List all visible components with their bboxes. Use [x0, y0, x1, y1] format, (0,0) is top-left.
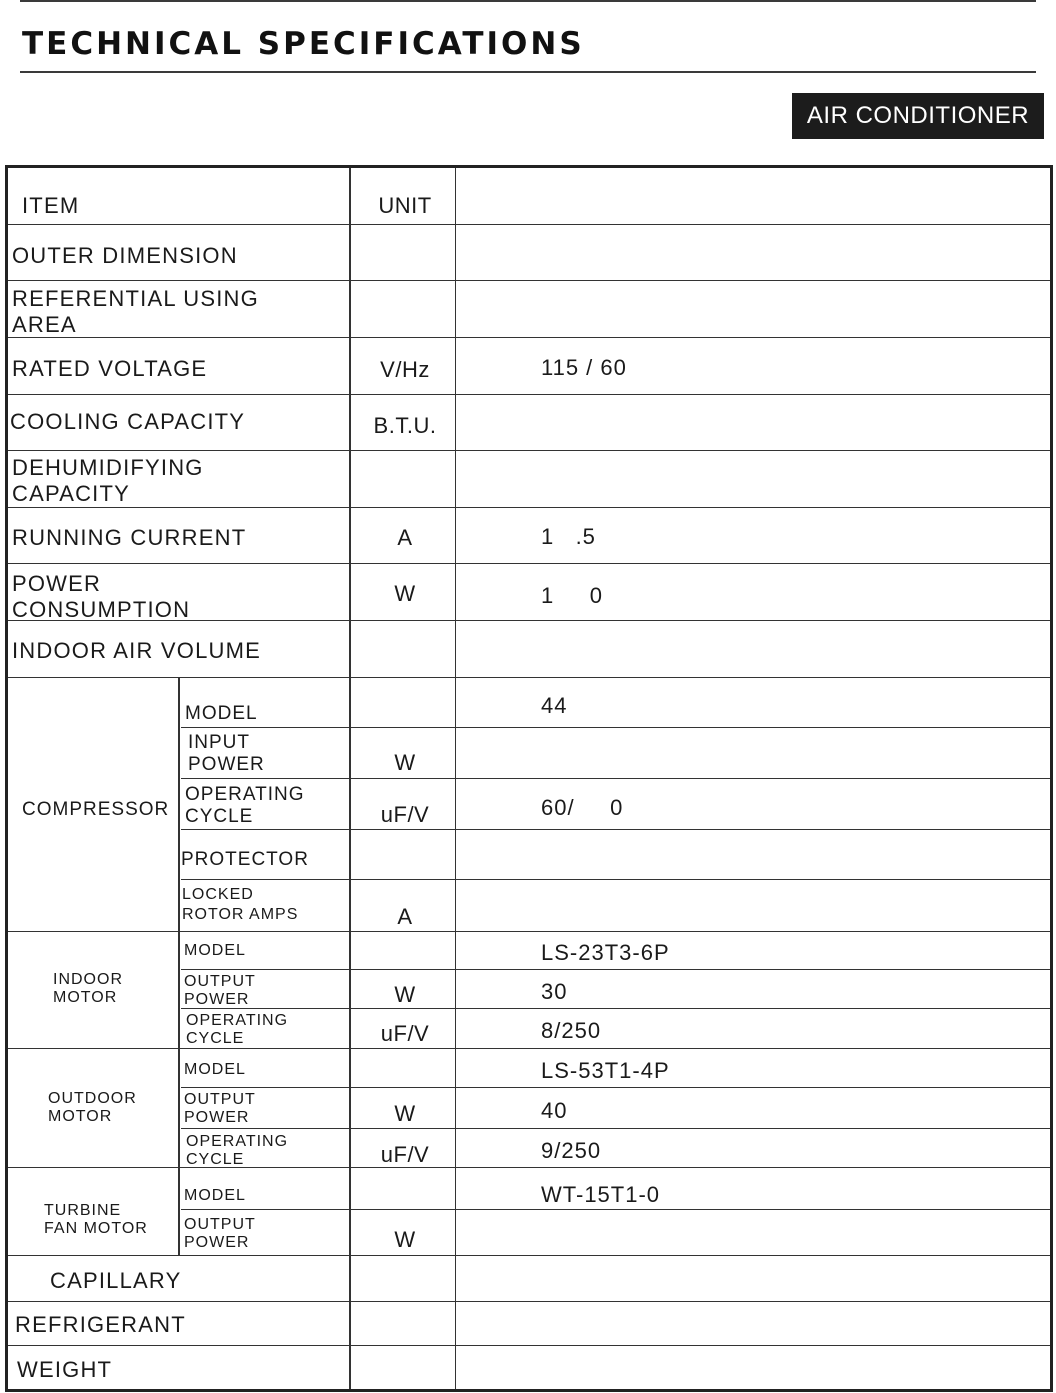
group-label-indoor-motor-line1: INDOOR	[53, 971, 123, 988]
indoor-motor-output-power-value: 30	[541, 979, 568, 1004]
product-badge: AIR CONDITIONER	[792, 93, 1044, 139]
row-label-refrigerant: REFRIGERANT	[15, 1312, 186, 1337]
outdoor-motor-model-label: MODEL	[184, 1061, 246, 1078]
subrow-divider	[181, 829, 1050, 830]
group-column-divider	[178, 677, 180, 1256]
turbine-fan-motor-model-label: MODEL	[184, 1187, 246, 1204]
row-divider	[8, 450, 1050, 451]
outdoor-motor-output-power-label-line2: POWER	[184, 1109, 250, 1126]
row-divider	[8, 1167, 1050, 1168]
header-bottom-rule	[20, 71, 1036, 73]
page-title: TECHNICAL SPECIFICATIONS	[22, 26, 585, 62]
outdoor-motor-operating-cycle-value: 9/250	[541, 1138, 602, 1163]
row-label-cooling-capacity: COOLING CAPACITY	[10, 409, 246, 434]
unit-running-current: A	[397, 525, 413, 550]
compressor-input-power-label-line1: INPUT	[188, 732, 250, 753]
indoor-motor-output-power-label-line1: OUTPUT	[184, 973, 256, 990]
group-label-compressor: COMPRESSOR	[22, 799, 170, 820]
compressor-locked-rotor-label-line1: LOCKED	[182, 886, 254, 903]
group-label-turbine-fan-motor-line2: FAN MOTOR	[44, 1220, 148, 1237]
indoor-motor-operating-cycle-label-line2: CYCLE	[186, 1030, 245, 1047]
outdoor-motor-model-value: LS-53T1-4P	[541, 1058, 670, 1083]
spec-table	[5, 165, 1053, 1392]
row-divider	[8, 1048, 1050, 1049]
row-divider	[8, 931, 1050, 932]
row-divider	[8, 1255, 1050, 1256]
compressor-model-value: 44	[541, 693, 568, 718]
indoor-motor-operating-cycle-label-line1: OPERATING	[186, 1012, 289, 1029]
subrow-divider	[181, 1008, 1050, 1009]
group-label-outdoor-motor-line1: OUTDOOR	[48, 1090, 137, 1107]
row-label-dehumidifying-line2: CAPACITY	[12, 481, 130, 506]
indoor-motor-operating-cycle-value: 8/250	[541, 1018, 602, 1043]
turbine-fan-motor-output-power-label-line1: OUTPUT	[184, 1216, 256, 1233]
outdoor-motor-operating-cycle-unit: uF/V	[380, 1142, 430, 1167]
value-power-consumption: 1 0	[541, 583, 604, 608]
row-label-power-consumption-line1: POWER	[12, 571, 102, 596]
indoor-motor-output-power-unit: W	[394, 982, 416, 1007]
indoor-motor-output-power-label-line2: POWER	[184, 991, 250, 1008]
subrow-divider	[181, 1087, 1050, 1088]
subrow-divider	[181, 727, 1050, 728]
unit-cooling-capacity: B.T.U.	[373, 413, 437, 438]
outdoor-motor-output-power-label-line1: OUTPUT	[184, 1091, 256, 1108]
row-label-capillary: CAPILLARY	[50, 1268, 182, 1293]
row-label-power-consumption-line2: CONSUMPTION	[12, 597, 191, 622]
compressor-operating-cycle-label-line2: CYCLE	[185, 806, 254, 827]
outdoor-motor-output-power-unit: W	[394, 1101, 416, 1126]
compressor-operating-cycle-unit: uF/V	[380, 802, 430, 827]
group-label-turbine-fan-motor-line1: TURBINE	[44, 1202, 122, 1219]
row-label-dehumidifying-line1: DEHUMIDIFYING	[12, 455, 204, 480]
compressor-protector-label: PROTECTOR	[181, 849, 309, 870]
row-label-indoor-air-volume: INDOOR AIR VOLUME	[12, 638, 261, 663]
row-label-weight: WEIGHT	[17, 1357, 113, 1382]
row-label-rated-voltage: RATED VOLTAGE	[12, 356, 208, 381]
value-running-current: 1 .5	[541, 524, 596, 549]
subrow-divider	[181, 1209, 1050, 1210]
outdoor-motor-operating-cycle-label-line2: CYCLE	[186, 1151, 245, 1168]
value-rated-voltage: 115 / 60	[541, 355, 627, 380]
indoor-motor-model-value: LS-23T3-6P	[541, 940, 670, 965]
compressor-operating-cycle-value: 60/ 0	[541, 795, 624, 820]
subrow-divider	[181, 778, 1050, 779]
row-label-running-current: RUNNING CURRENT	[12, 525, 247, 550]
row-divider	[8, 563, 1050, 564]
subrow-divider	[181, 1128, 1050, 1129]
row-divider	[8, 337, 1050, 338]
compressor-locked-rotor-unit: A	[397, 904, 413, 929]
row-label-referential-area-line2: AREA	[12, 312, 77, 337]
turbine-fan-motor-model-value: WT-15T1-0	[541, 1182, 661, 1207]
row-divider	[8, 224, 1050, 225]
row-divider	[8, 1301, 1050, 1302]
turbine-fan-motor-output-power-unit: W	[394, 1227, 416, 1252]
row-divider	[8, 677, 1050, 678]
row-divider	[8, 394, 1050, 395]
unit-power-consumption: W	[394, 581, 416, 606]
compressor-input-power-label-line2: POWER	[188, 754, 265, 775]
row-divider	[8, 1345, 1050, 1346]
compressor-locked-rotor-label-line2: ROTOR AMPS	[182, 906, 299, 923]
column-header-unit: UNIT	[378, 193, 432, 218]
turbine-fan-motor-output-power-label-line2: POWER	[184, 1234, 250, 1251]
outdoor-motor-operating-cycle-label-line1: OPERATING	[186, 1133, 289, 1150]
compressor-operating-cycle-label-line1: OPERATING	[185, 784, 305, 805]
subrow-divider	[181, 879, 1050, 880]
group-label-outdoor-motor-line2: MOTOR	[48, 1108, 113, 1125]
row-divider	[8, 280, 1050, 281]
group-label-indoor-motor-line2: MOTOR	[53, 989, 118, 1006]
indoor-motor-operating-cycle-unit: uF/V	[380, 1021, 430, 1046]
outdoor-motor-output-power-value: 40	[541, 1098, 568, 1123]
unit-rated-voltage: V/Hz	[380, 357, 430, 382]
compressor-input-power-unit: W	[394, 750, 416, 775]
header-top-rule	[20, 0, 1036, 2]
indoor-motor-model-label: MODEL	[184, 942, 246, 959]
row-divider	[8, 507, 1050, 508]
column-header-item: ITEM	[22, 193, 80, 218]
subrow-divider	[181, 969, 1050, 970]
row-label-outer-dimension: OUTER DIMENSION	[12, 243, 238, 268]
row-label-referential-area-line1: REFERENTIAL USING	[12, 286, 259, 311]
compressor-model-label: MODEL	[185, 703, 258, 724]
